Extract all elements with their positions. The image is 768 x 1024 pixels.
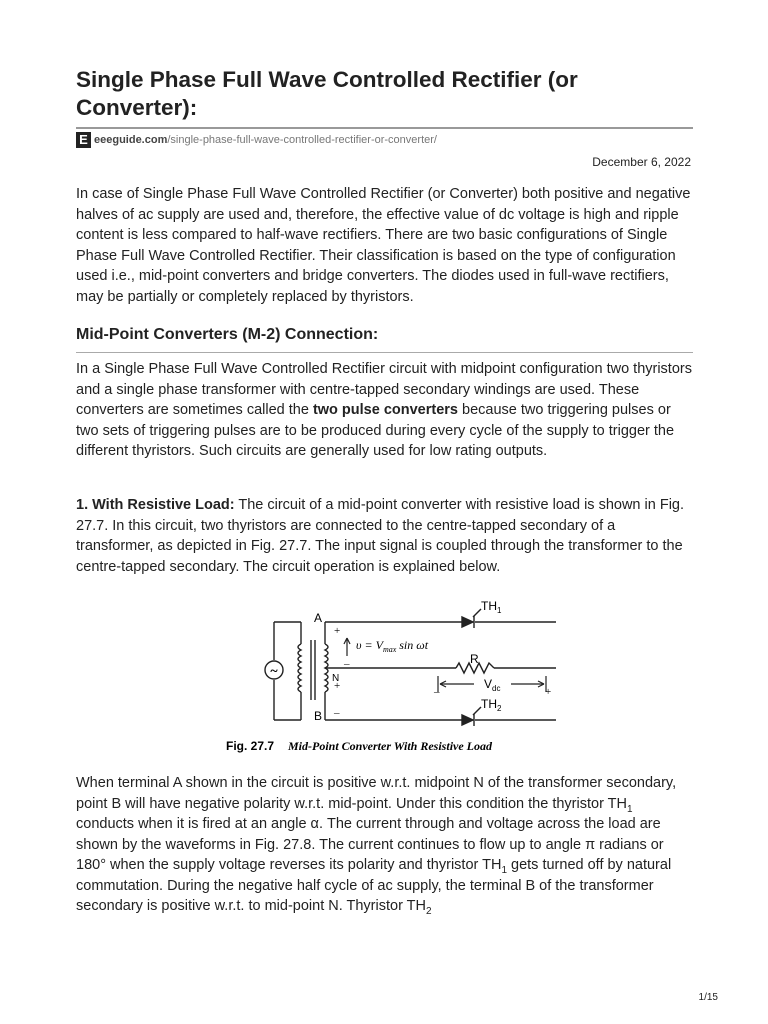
label-minus-b: – bbox=[334, 707, 340, 719]
page-number: 1/15 bbox=[698, 992, 718, 1003]
operation-paragraph: When terminal A shown in the circuit is positive w.r.t. midpoint N of the transformer secondary, point B will have negative polarity w.r.t. mid-point. Under this condition the thyristor $TH_1$ conducts when it is fired at an angle α. The current through and voltage across the load are shown by the waveforms in Fig. 27.8. The current continues to flow up to angle π radians or 180° when the supply voltage reverses its polarity and thyristor $TH_1$ gets turned off by natural commutation. During the negative half cycle of ac supply, the terminal B of the transformer secondary is positive w.r.t. to mid-point N. Thyristor $TH_2$ bbox=[76, 775, 677, 917]
intro-paragraph: In case of Single Phase Full Wave Controlled Rectifier (or Converter) both positive and negative halves of ac supply are used and, therefore, the effective value of dc voltage is high and ripple content is less compared to half-wave rectifiers. There are two basic configurations of Single Phase Full Wave Controlled Rectifier. Their classification is based on the type of configuration used i.e., mid-point converters and bridge converters. The diodes used in full-wave rectifiers, may be partially or completely replaced by thyristors. bbox=[76, 186, 691, 305]
label-th2: $TH_2$ bbox=[481, 697, 502, 713]
source-domain[interactable]: eeeguide.com bbox=[94, 134, 168, 146]
midpoint-paragraph: In a Single Phase Full Wave Controlled Rectifier circuit with midpoint configuration two thyristors and a single phase transformer with centre-tapped secondary windings are used. These converters are sometimes called the two pulse converters because two triggering pulses or two sets of triggering pulses are to be produced during every cycle of the supply to trigger the different thyristors. Such circuits are generally used for low rating outputs. bbox=[76, 361, 692, 459]
caption-text: Mid-Point Converter With Resistive Load bbox=[288, 739, 493, 753]
title-divider bbox=[76, 127, 693, 129]
source-line[interactable] bbox=[76, 131, 437, 149]
page-title: Single Phase Full Wave Controlled Rectifier (or Converter): bbox=[76, 67, 578, 120]
label-plus-a: + bbox=[334, 625, 341, 637]
transformer-core bbox=[311, 640, 315, 700]
label-a: A bbox=[314, 611, 323, 625]
label-r: R bbox=[470, 652, 479, 666]
label-b: B bbox=[314, 709, 323, 723]
label-vdc: $V_{dc}$ bbox=[484, 677, 501, 693]
label-th1: $TH_1$ bbox=[481, 599, 502, 615]
thyristor-th2-icon bbox=[462, 707, 481, 726]
source-path[interactable]: /single-phase-full-wave-controlled-rectifier-or-converter/ bbox=[167, 134, 437, 146]
label-n: N bbox=[332, 673, 340, 684]
label-plus-n: + bbox=[334, 680, 341, 692]
section-divider bbox=[76, 352, 693, 353]
label-minus-mid: – bbox=[344, 658, 350, 670]
ac-source-symbol: ~ bbox=[270, 664, 278, 679]
section-heading: Mid-Point Converters (M-2) Connection: bbox=[76, 326, 379, 343]
transformer-secondary bbox=[325, 622, 556, 720]
label-plus-vdc: + bbox=[545, 686, 552, 698]
site-logo-icon: E bbox=[76, 132, 91, 148]
label-minus-vdc: – bbox=[434, 686, 440, 698]
circuit-figure bbox=[226, 596, 556, 758]
label-v-formula: $\upsilon = V_{max}$ sin ωt bbox=[356, 638, 429, 654]
resistive-load-paragraph: 1. With Resistive Load: The circuit of a mid-point converter with resistive load is shown in Fig. 27.7. In this circuit, two thyristors are connected to the centre-tapped secondary of a transformer, as depicted in Fig. 27.7. The input signal is coupled through the transformer to the centre-tapped secondary. The circuit operation is explained below. bbox=[76, 497, 685, 575]
thyristor-th1-icon bbox=[462, 609, 481, 628]
caption-number: Fig. 27.7 bbox=[226, 739, 275, 753]
publish-date: December 6, 2022 bbox=[592, 155, 691, 169]
